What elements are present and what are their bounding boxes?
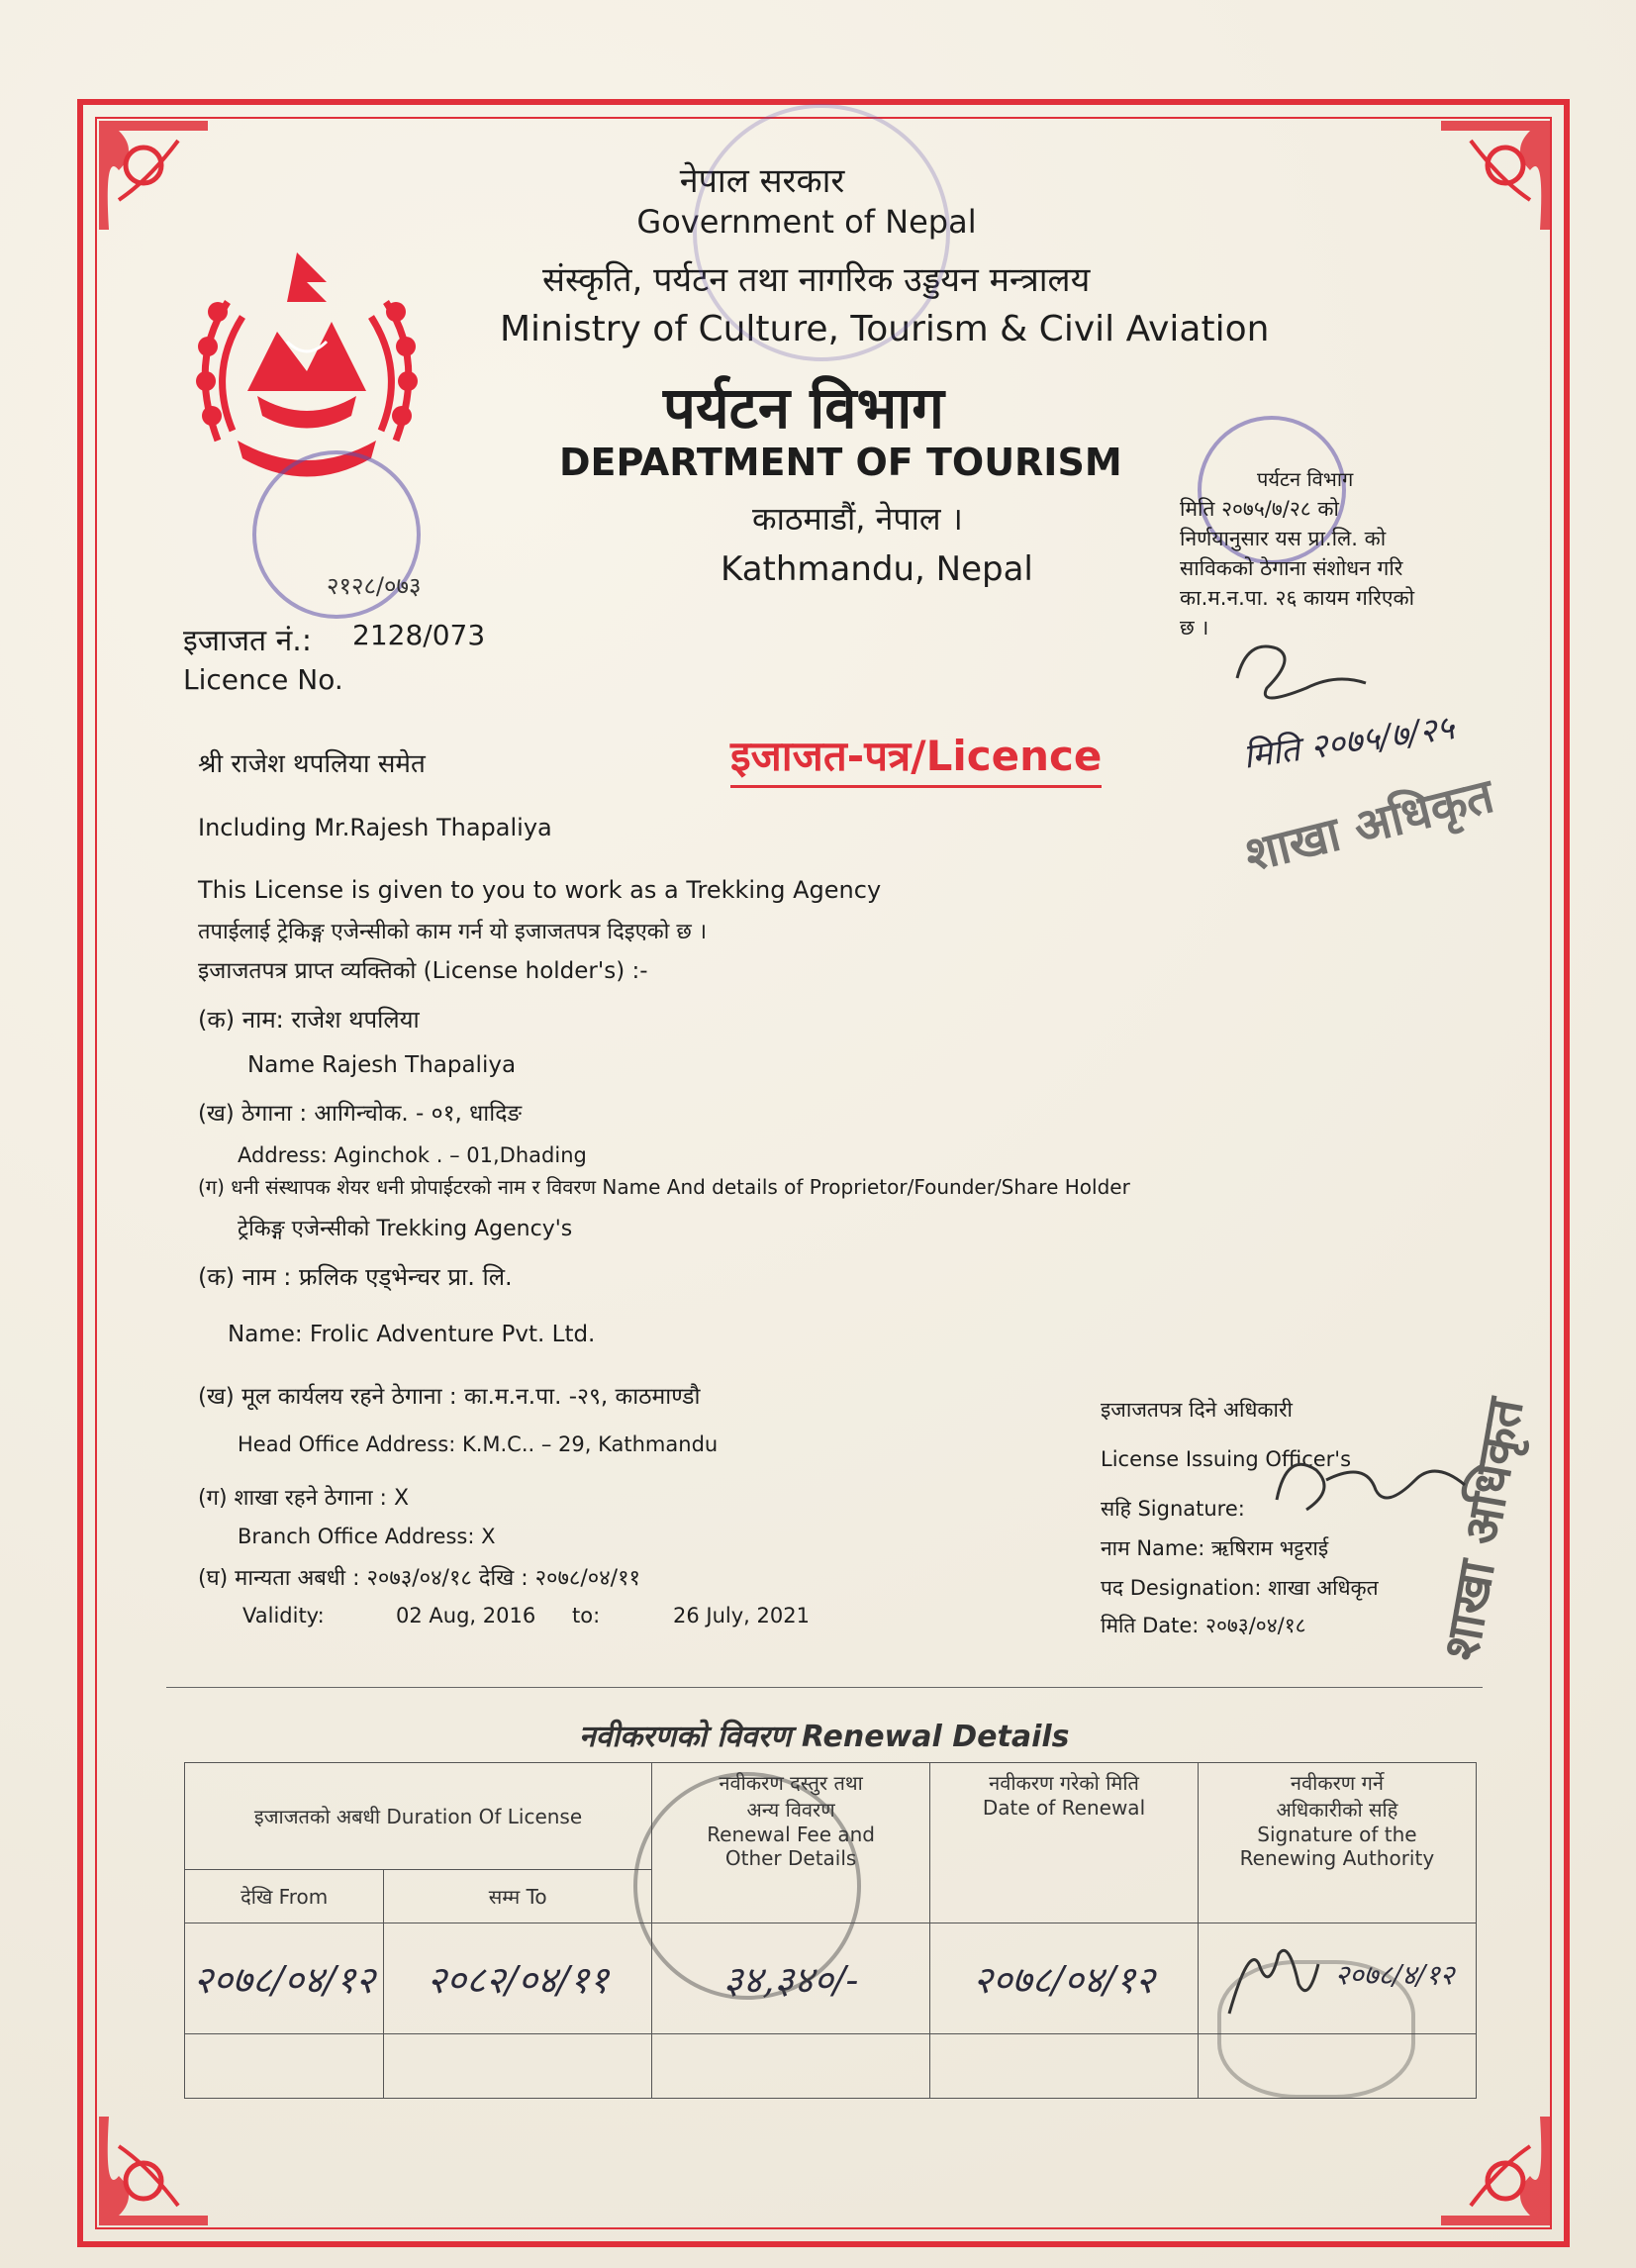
head-office-en: Head Office Address: K.M.C.. – 29, Kathmandu [238, 1432, 719, 1456]
officer-designation: पद Designation: शाखा अधिकृत [1101, 1576, 1379, 1600]
col-to: सम्म To [384, 1870, 652, 1923]
row1-date: २०७८/०४/१२ [930, 1923, 1199, 2034]
side-note-stamp: शाखा अधिकृत [1239, 767, 1499, 884]
side-note-signature [1217, 629, 1376, 718]
empty-cell [930, 2033, 1199, 2098]
row1-from: २०७८/०४/१२ [185, 1923, 384, 2034]
corner-ornament-top-left [99, 121, 218, 240]
side-note-line6: छ । [1180, 616, 1209, 640]
row1-sig-date: २०७८/४/१२ [1334, 1958, 1455, 1992]
officer-title-en: License Issuing Officer's [1101, 1447, 1352, 1471]
officer-title-np: इजाजतपत्र दिने अधिकारी [1101, 1398, 1293, 1422]
col-fee-line3: Renewal Fee and [707, 1823, 876, 1846]
empty-cell [185, 2033, 384, 2098]
col-date [930, 1763, 1199, 1923]
validity-label: Validity: [242, 1604, 325, 1627]
holder-name-np: (क) नाम: राजेश थपलिया [198, 1006, 420, 1034]
statement-en: This License is given to you to work as a Trekking Agency [198, 876, 882, 904]
col-date-line1: नवीकरण गरेको मिति [989, 1771, 1139, 1795]
statement-np: तपाईलाई ट्रेकिङ्ग एजेन्सीको काम गर्न यो इजाजतपत्र दिइएको छ । [198, 920, 708, 944]
licence-no-label-np: इजाजत नं.: [183, 624, 312, 658]
side-note-line2: मिति २०७५/७/२८ को [1180, 497, 1339, 521]
col-sig-line2: अधिकारीको सहि [1276, 1798, 1398, 1822]
renewal-heading: नवीकरणको विवरण Renewal Details [579, 1720, 1070, 1754]
agency-heading: ट्रेकिङ्ग एजेन्सीको Trekking Agency's [238, 1217, 573, 1241]
side-note-line1: पर्यटन विभाग [1257, 467, 1354, 491]
corner-ornament-top-right [1431, 121, 1550, 240]
licence-no-label-en: Licence No. [183, 663, 343, 696]
officer-name: नाम Name: ऋषिराम भट्टराई [1101, 1536, 1329, 1560]
holder-name-en: Name Rajesh Thapaliya [247, 1052, 517, 1078]
renewal-stamp [633, 1772, 861, 2000]
empty-cell [652, 2033, 930, 2098]
col-fee-line2: अन्य विवरण [746, 1798, 835, 1822]
side-note-line5: का.म.न.पा. २६ कायम गरिएको [1180, 586, 1415, 610]
officer-signature-label: सहि Signature: [1101, 1497, 1245, 1521]
proprietor-line: (ग) धनी संस्थापक शेयर धनी प्रोपाईटरको नाम र विवरण Name And details of Proprietor/Founder/Share Holder [198, 1175, 1130, 1199]
officer-date: मिति Date: २०७३/०४/१८ [1101, 1614, 1306, 1637]
empty-cell [384, 2033, 652, 2098]
validity-to: 26 July, 2021 [673, 1604, 810, 1627]
company-name-en: Name: Frolic Adventure Pvt. Ltd. [228, 1322, 596, 1347]
branch-en: Branch Office Address: X [238, 1525, 496, 1548]
renewal-separator [166, 1687, 1483, 1688]
holder-heading: इजाजतपत्र प्राप्त व्यक्तिको (License holder's) :- [198, 958, 648, 984]
side-note-line3: निर्णयानुसार यस प्रा.लि. को [1180, 527, 1387, 550]
company-name-np: (क) नाम : फ्रलिक एड्भेन्चर प्रा. लि. [198, 1263, 513, 1291]
licence-no-stamped: २१२८/०७३ [327, 572, 422, 600]
renewal-officer-stamp [1217, 1960, 1415, 2099]
city-np: काठमाडौं, नेपाल । [752, 500, 963, 538]
ministry-en: Ministry of Culture, Tourism & Civil Aviation [500, 309, 1270, 349]
holder-address-en: Address: Aginchok . – 01,Dhading [238, 1143, 587, 1167]
row1-to: २०८२/०४/११ [384, 1923, 652, 2034]
ministry-np: संस्कृति, पर्यटन तथा नागरिक उड्डयन मन्त्रालय [542, 260, 1091, 300]
validity-np: (घ) मान्यता अबधी : २०७३/०४/१८ देखि : २०७८/०४/११ [198, 1566, 640, 1591]
licence-no-value: 2128/073 [352, 619, 486, 651]
col-signature [1198, 1763, 1476, 1923]
branch-np: (ग) शाखा रहने ठेगाना : X [198, 1486, 410, 1511]
header-stamp [693, 104, 950, 361]
col-from: देखि From [185, 1870, 384, 1923]
addressee-np: श्री राजेश थपलिया समेत [198, 749, 426, 779]
col-sig-line1: नवीकरण गर्ने [1290, 1771, 1384, 1795]
city-en: Kathmandu, Nepal [721, 549, 1033, 589]
dept-en: DEPARTMENT OF TOURISM [559, 441, 1122, 484]
gov-np: नेपाल सरकार [679, 161, 845, 201]
gov-en: Government of Nepal [636, 203, 977, 241]
col-date-line2: Date of Renewal [982, 1796, 1146, 1820]
licence-title: इजाजत-पत्र/Licence [730, 727, 1102, 788]
row1-fee: ३४,३४०/- [652, 1923, 930, 2034]
corner-ornament-bottom-right [1431, 2107, 1550, 2225]
col-fee-line4: Other Details [724, 1846, 857, 1870]
col-sig-line3: Signature of the [1257, 1823, 1417, 1846]
head-office-np: (ख) मूल कार्यलय रहने ठेगाना : का.म.न.पा. -२९, काठमाण्डौ [198, 1384, 701, 1410]
corner-ornament-bottom-left [99, 2107, 218, 2225]
col-fee-line1: नवीकरण दस्तुर तथा [719, 1771, 863, 1795]
side-note-line4: साविकको ठेगाना संशोधन गरि [1180, 556, 1403, 580]
validity-to-label: to: [572, 1604, 601, 1627]
col-sig-line4: Renewing Authority [1239, 1846, 1435, 1870]
holder-address-np: (ख) ठेगाना : आगिन्चोक. - ०१, धादिङ [198, 1101, 523, 1127]
officer-stamp: शाखा अधिकृत [1431, 1394, 1535, 1665]
validity-from: 02 Aug, 2016 [396, 1604, 536, 1627]
side-note-hand-date: मिति २०७५/७/२५ [1240, 708, 1457, 777]
addressee-en: Including Mr.Rajesh Thapaliya [198, 814, 552, 841]
col-duration: इजाजतको अबधी Duration Of License [185, 1763, 652, 1870]
dept-np: पर्यटन विभाग [663, 374, 944, 442]
